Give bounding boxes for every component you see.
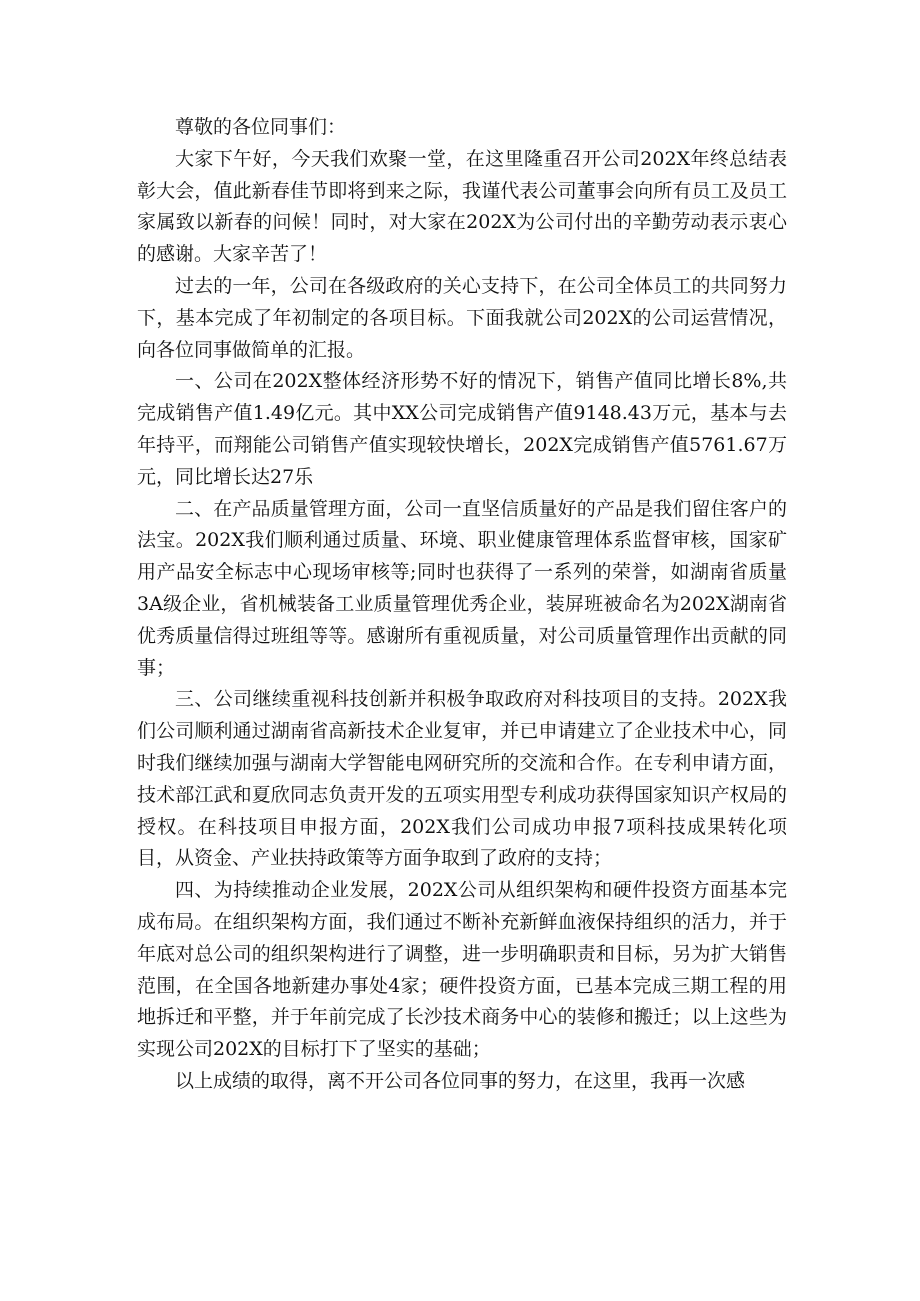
paragraph-greeting: 大家下午好，今天我们欢聚一堂，在这里隆重召开公司202X年终总结表彰大会，值此新春佳节即将到来之际，我谨代表公司董事会向所有员工及员工家属致以新春的问候！同时，对大家在202X为公司付出的辛勤劳动表示衷心的感谢。大家辛苦了！ xyxy=(137,147,787,266)
paragraph-organization: 四、为持续推动企业发展，202X公司从组织架构和硬件投资方面基本完成布局。在组织架构方面，我们通过不断补充新鲜血液保持组织的活力，并于年底对总公司的组织架构进行了调整，进一步明确职责和目标，另为扩大销售范围，在全国各地新建办事处4家；硬件投资方面，已基本完成三期工程的用地拆迁和平整，并于年前完成了长沙技术商务中心的装修和搬迁；以上这些为实现公司202X的目标打下了坚实的基础； xyxy=(137,879,787,1061)
document-body xyxy=(137,112,787,1098)
salutation: 尊敬的各位同事们： xyxy=(175,116,347,138)
paragraph-overview: 过去的一年，公司在各级政府的关心支持下，在公司全体员工的共同努力下，基本完成了年初制定的各项目标。下面我就公司202X的公司运营情况，向各位同事做简单的汇报。 xyxy=(137,274,787,361)
paragraph-technology: 三、公司继续重视科技创新并积极争取政府对科技项目的支持。202X我们公司顺利通过湖南省高新技术企业复审，并已申请建立了企业技术中心，同时我们继续加强与湖南大学智能电网研究所的交流和合作。在专利申请方面，技术部江武和夏欣同志负责开发的五项实用型专利成功获得国家知识产权局的授权。在科技项目申报方面，202X我们公司成功申报7项科技成果转化项目，从资金、产业扶持政策等方面争取到了政府的支持； xyxy=(137,688,787,870)
paragraph-thanks: 以上成绩的取得，离不开公司各位同事的努力，在这里，我再一次感 xyxy=(175,1069,746,1092)
paragraph-quality: 二、在产品质量管理方面，公司一直坚信质量好的产品是我们留住客户的法宝。202X我们顺利通过质量、环境、职业健康管理体系监督审核，国家矿用产品安全标志中心现场审核等;同时也获得了一系列的荣誉，如湖南省质量3A级企业，省机械装备工业质量管理优秀企业，装屏班被命名为202X湖南省优秀质量信得过班组等等。感谢所有重视质量，对公司质量管理作出贡献的同事； xyxy=(137,497,787,679)
paragraph-sales: 一、公司在202X整体经济形势不好的情况下，销售产值同比增长8%,共完成销售产值1.49亿元。其中XX公司完成销售产值9148.43万元，基本与去年持平，而翔能公司销售产值实现较快增长，202X完成销售产值5761.67万元，同比增长达27乐 xyxy=(137,370,787,488)
